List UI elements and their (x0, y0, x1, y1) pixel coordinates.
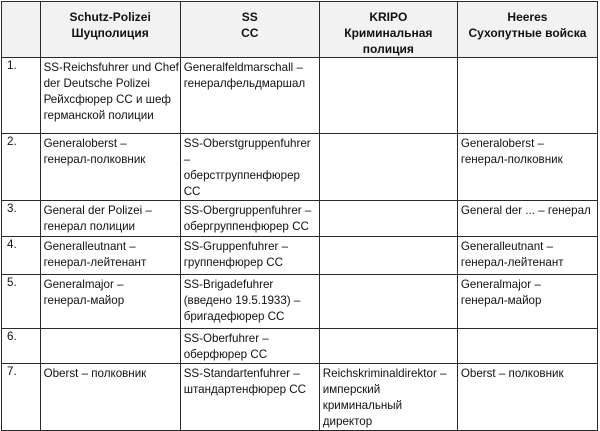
cell-ss-text: SS-Oberfuhrer – оберфюрер СС (183, 332, 269, 361)
cell-heeres-text (461, 58, 597, 60)
cell-schutz (40, 275, 180, 329)
cell-schutz-text: General der Polizei – генерал полиции (43, 204, 152, 233)
cell-schutz (40, 364, 180, 431)
row-number: 6. (2, 329, 41, 364)
cell-kripo (319, 201, 457, 237)
cell-heeres (457, 237, 597, 275)
table-row (2, 275, 598, 329)
cell-kripo (319, 134, 457, 201)
table-row (2, 58, 598, 134)
cell-ss (180, 237, 319, 275)
cell-schutz-text: Generalleutnant – генерал-лейтенант (43, 240, 147, 269)
header-cell-kripo (319, 2, 457, 58)
header-kripo-de: KRIPO (369, 10, 408, 24)
header-cell-heeres (457, 2, 597, 58)
row-number: 5. (2, 275, 41, 329)
cell-heeres-text: Generalmajor – генерал-майор (460, 278, 542, 307)
cell-heeres (457, 275, 597, 329)
header-schutz-ru: Шуцполиция (71, 26, 149, 40)
cell-schutz (40, 329, 180, 364)
header-cell-ss (180, 2, 319, 58)
cell-kripo-text (323, 201, 457, 203)
header-cell-schutz (40, 2, 180, 58)
cell-heeres (457, 201, 597, 237)
cell-kripo-text (323, 134, 457, 136)
table-row (2, 237, 598, 275)
table-row (2, 201, 598, 237)
table-row (2, 134, 598, 201)
cell-heeres-text (461, 329, 597, 331)
cell-schutz (40, 201, 180, 237)
table-row (2, 329, 598, 364)
cell-ss-text: SS-Obergruppenfuhrer – обергруппенфюрер СС (183, 204, 312, 233)
cell-heeres-text: Generalleutnant – генерал-лейтенант (460, 240, 564, 269)
cell-kripo-text (323, 329, 457, 331)
header-heeres-de: Heeres (507, 10, 548, 24)
table-row (2, 364, 598, 431)
header-cell-num (2, 2, 41, 58)
header-kripo-ru: Криминальная полиция (344, 26, 433, 56)
row-number: 1. (2, 58, 41, 134)
ranks-table (1, 1, 598, 431)
header-schutz-de: Schutz-Polizei (69, 10, 151, 24)
cell-kripo (319, 364, 457, 431)
cell-heeres (457, 58, 597, 134)
cell-schutz (40, 237, 180, 275)
cell-ss (180, 329, 319, 364)
cell-kripo-text (323, 58, 457, 60)
cell-kripo (319, 329, 457, 364)
cell-ss-text: SS-Standartenfuhrer – штандартенфюрер СС (183, 367, 306, 396)
cell-schutz (40, 134, 180, 201)
cell-schutz-text: Oberst – полковник (43, 367, 147, 380)
header-ss-de: SS (241, 10, 258, 24)
cell-ss (180, 134, 319, 201)
cell-schutz-text: SS-Reichsfuhrer und Chef der Deutsche Polizei Рейхсфюрер СС и шеф германской полиции (43, 61, 179, 122)
cell-schutz (40, 58, 180, 134)
header-row (2, 2, 598, 58)
cell-ss-text: SS-Gruppenfuhrer – группенфюрер СС (183, 240, 289, 269)
cell-ss (180, 201, 319, 237)
cell-ss-text: SS-Oberstgruppenfuhrer – оберстгруппенфюрер СС (183, 137, 311, 198)
cell-heeres (457, 134, 597, 201)
cell-kripo-text (323, 237, 457, 239)
cell-kripo (319, 275, 457, 329)
row-number: 7. (2, 364, 41, 431)
cell-heeres-text: General der ... – генерал (460, 204, 591, 217)
cell-ss (180, 364, 319, 431)
header-ss-ru: СС (241, 26, 259, 40)
cell-heeres (457, 364, 597, 431)
row-number: 3. (2, 201, 41, 237)
cell-heeres (457, 329, 597, 364)
cell-kripo (319, 58, 457, 134)
cell-ss-text: SS-Brigadefuhrer (введено 19.5.1933) – бригадефюрер СС (183, 278, 301, 323)
header-heeres-ru: Сухопутные войска (468, 26, 587, 40)
cell-schutz-text: Generalmajor – генерал-майор (43, 278, 125, 307)
cell-ss (180, 58, 319, 134)
cell-kripo (319, 237, 457, 275)
cell-heeres-text: Oberst – полковник (460, 367, 564, 380)
cell-kripo-text: Reichskriminaldirektor – имперский криминальный директор (322, 367, 447, 428)
row-number: 2. (2, 134, 41, 201)
cell-schutz-text: Generaloberst – генерал-полковник (43, 137, 146, 166)
cell-kripo-text (323, 275, 457, 277)
row-number: 4. (2, 237, 41, 275)
cell-schutz-text (44, 329, 180, 331)
cell-ss (180, 275, 319, 329)
cell-heeres-text: Generaloberst – генерал-полковник (460, 137, 563, 166)
cell-ss-text: Generalfeldmarschall – генералфельдмаршал (183, 61, 306, 90)
